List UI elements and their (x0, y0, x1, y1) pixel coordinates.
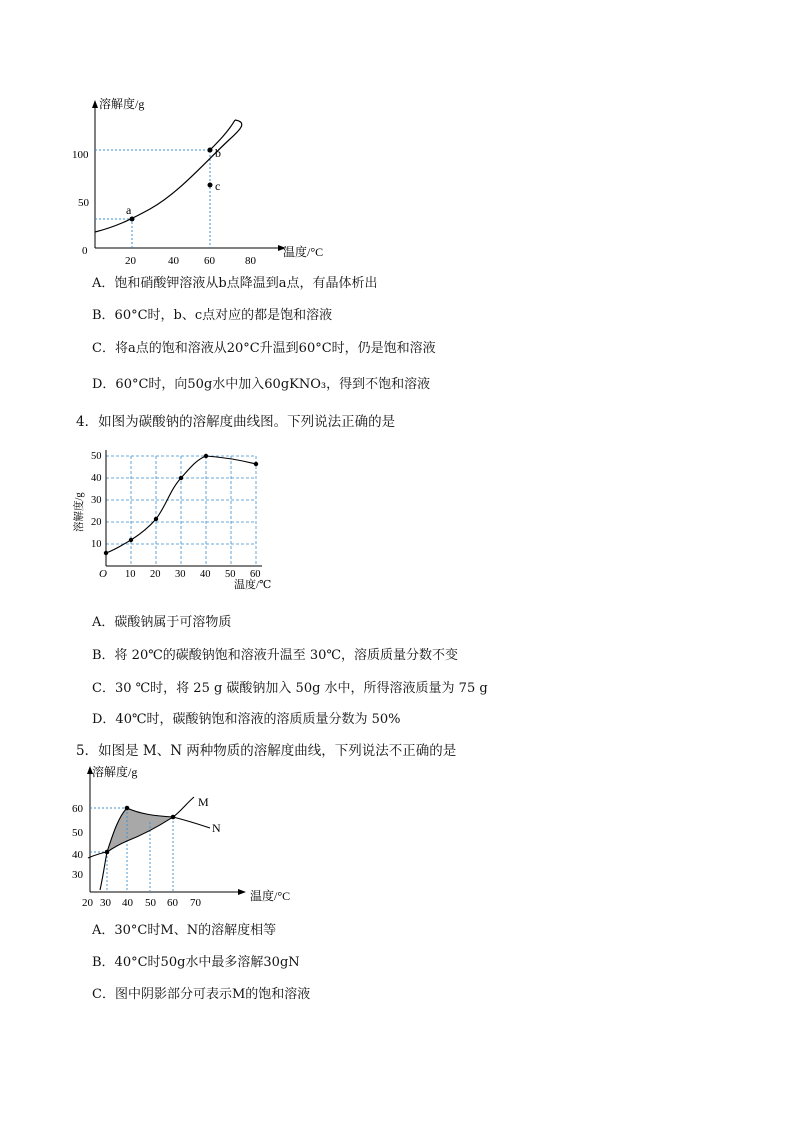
chart3-xtick-70: 70 (190, 897, 201, 909)
chart2-xtick-50: 50 (225, 569, 236, 580)
q5-option-a: A．30°C时M、N的溶解度相等 (92, 923, 277, 938)
chart3-xtick-20: 20 (82, 897, 93, 909)
chart1-ytick-50: 50 (78, 197, 89, 209)
chart1-ylabel: 溶解度/g (99, 97, 145, 111)
chart1-xtick-80: 80 (245, 255, 256, 267)
chart1-guide-a (95, 219, 132, 248)
chart2-xtick-10: 10 (125, 569, 136, 580)
chart3-xtick-30: 30 (100, 897, 111, 909)
q3-option-d: D．60°C时，向50g水中加入60gKNO₃，得到不饱和溶液 (92, 377, 431, 392)
chart1-point-a (130, 217, 135, 222)
chart-3-mn-solubility (70, 762, 310, 910)
chart3-label-m: M (198, 795, 209, 809)
chart2-point-20 (154, 517, 158, 521)
chart1-label-a: a (126, 203, 132, 217)
q5-option-c: C．图中阴影部分可表示M的饱和溶液 (92, 987, 311, 1002)
q5-stem: 5．如图是 M、N 两种物质的溶解度曲线，下列说法不正确的是 (76, 743, 457, 759)
chart1-origin: 0 (82, 245, 88, 257)
chart3-x-arrow (238, 889, 246, 895)
chart2-xlabel: 温度/℃ (234, 579, 272, 591)
chart1-ytick-100: 100 (72, 149, 89, 161)
chart-2-na2co3-solubility (70, 446, 280, 596)
chart1-point-b (208, 148, 213, 153)
q5-option-b: B．40°C时50g水中最多溶解30gN (92, 955, 300, 970)
chart2-ytick-40: 40 (91, 473, 102, 484)
chart1-solubility-curve (95, 120, 242, 232)
chart3-intersect-60 (171, 815, 176, 820)
q4-option-b: B．将 20℃的碳酸钠饱和溶液升温至 30℃，溶质质量分数不变 (92, 648, 458, 663)
chart1-xtick-60: 60 (204, 255, 215, 267)
chart2-point-40 (204, 454, 208, 458)
q4-option-c: C．30 ℃时，将 25 g 碳酸钠加入 50g 水中，所得溶液质量为 75 g (92, 681, 488, 696)
chart2-xtick-30: 30 (175, 569, 186, 580)
chart3-ytick-30: 30 (72, 869, 83, 881)
chart3-xtick-50: 50 (145, 897, 156, 909)
chart1-guide-b (95, 150, 210, 248)
chart2-grid (106, 456, 256, 566)
chart-1-kno3-solubility (72, 94, 360, 267)
q4-option-a: A．碳酸钠属于可溶物质 (92, 615, 232, 630)
chart3-ytick-60: 60 (72, 803, 83, 815)
chart2-ytick-10: 10 (91, 539, 102, 550)
chart2-ylabel: 溶解度/g (74, 492, 85, 532)
chart3-ylabel: 溶解度/g (92, 765, 138, 779)
q4-option-d: D．40℃时，碳酸钠饱和溶液的溶质质量分数为 50% (92, 712, 401, 727)
chart2-origin: O (99, 568, 107, 580)
chart2-point-0 (104, 551, 108, 555)
chart2-xtick-40: 40 (200, 569, 211, 580)
chart3-xlabel: 温度/°C (250, 889, 291, 903)
chart3-point-m-40 (125, 806, 130, 811)
chart1-label-c: c (215, 179, 221, 193)
chart1-xtick-20: 20 (125, 255, 136, 267)
chart2-ytick-50: 50 (91, 451, 102, 462)
chart2-point-30 (179, 476, 183, 480)
chart2-point-10 (129, 538, 133, 542)
chart3-ytick-40: 40 (72, 849, 83, 861)
chart3-ytick-50: 50 (72, 827, 83, 839)
chart1-label-b: b (215, 146, 221, 160)
chart2-ytick-30: 30 (91, 495, 102, 506)
chart1-xlabel: 温度/°C (283, 245, 324, 259)
q4-stem: 4．如图为碳酸钠的溶解度曲线图。下列说法正确的是 (76, 414, 396, 430)
chart2-xtick-20: 20 (150, 569, 161, 580)
chart2-xtick-60: 60 (250, 569, 261, 580)
chart1-xtick-40: 40 (168, 255, 179, 267)
chart1-point-c (208, 183, 213, 188)
chart2-ytick-20: 20 (91, 517, 102, 528)
q3-option-b: B．60°C时，b、c点对应的都是饱和溶液 (92, 308, 333, 323)
chart3-xtick-40: 40 (122, 897, 133, 909)
chart3-label-n: N (212, 821, 221, 835)
q3-option-a: A．饱和硝酸钾溶液从b点降温到a点，有晶体析出 (92, 276, 378, 291)
chart1-y-arrow (92, 100, 98, 108)
chart2-point-60 (254, 462, 258, 466)
chart3-xtick-60: 60 (167, 897, 178, 909)
q3-option-c: C．将a点的饱和溶液从20°C升温到60°C时，仍是饱和溶液 (92, 341, 436, 356)
chart3-intersect-30 (105, 850, 110, 855)
